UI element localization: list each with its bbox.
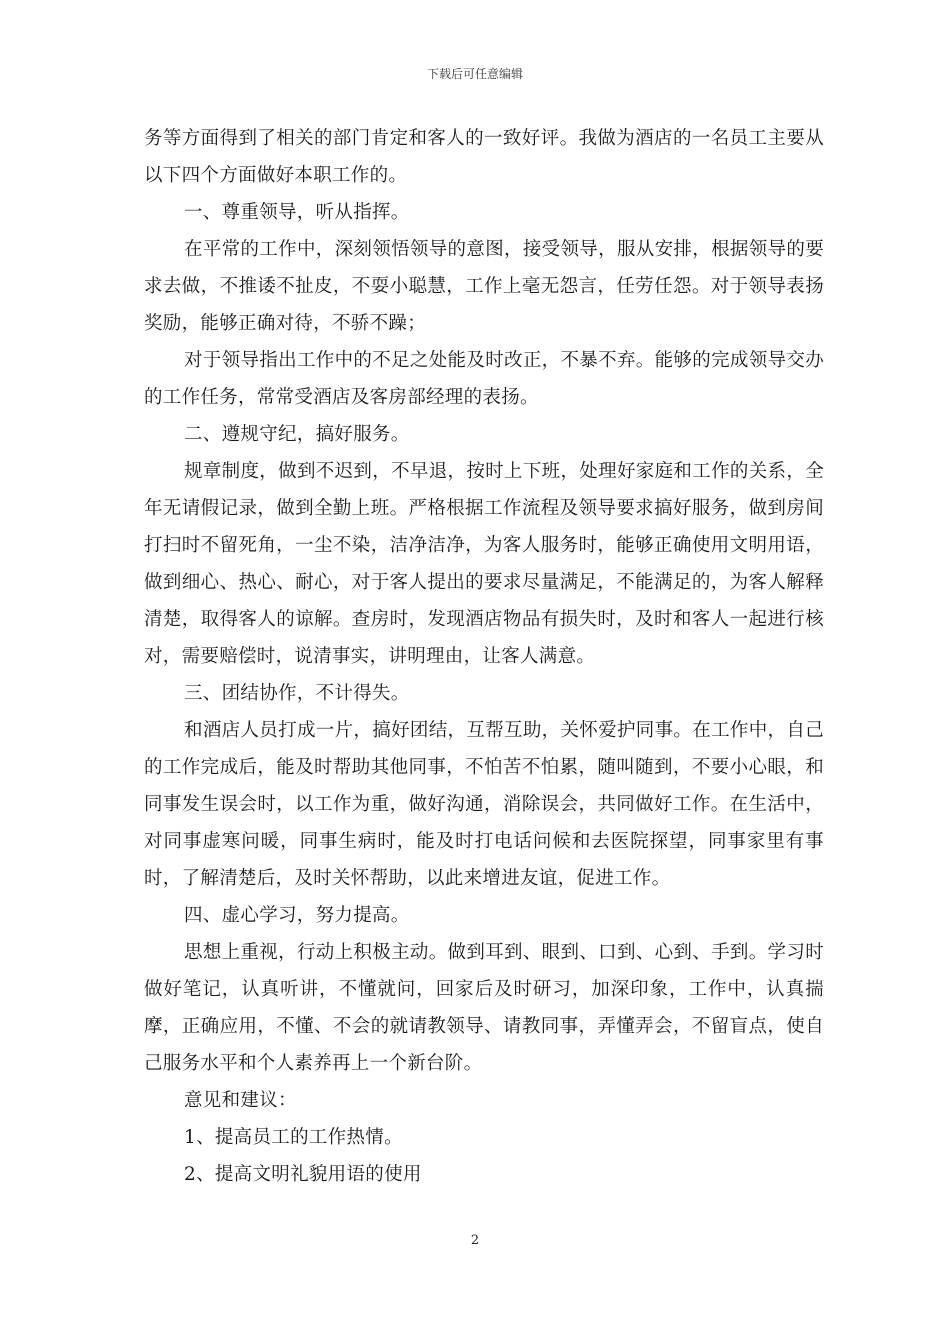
paragraph: 务等方面得到了相关的部门肯定和客人的一致好评。我做为酒店的一名员工主要从以下四个方面做好本职工作的。: [144, 128, 824, 186]
document-body: [144, 120, 824, 1193]
paragraph: 对于领导指出工作中的不足之处能及时改正，不暴不弃。能够的完成领导交办的工作任务，常常受酒店及客房部经理的表扬。: [144, 350, 824, 408]
header-note: 下载后可任意编辑: [426, 67, 523, 81]
paragraph: 在平常的工作中，深刻领悟领导的意图，接受领导，服从安排，根据领导的要求去做，不推诿不扯皮，不耍小聪慧，工作上毫无怨言，任劳任怨。对于领导表扬奖励，能够正确对待，不骄不躁；: [144, 239, 824, 334]
list-item: 1、提高员工的工作热情。: [184, 1127, 403, 1148]
paragraph: 思想上重视，行动上积极主动。做到耳到、眼到、口到、心到、手到。学习时做好笔记，认真听讲，不懂就问，回家后及时研习，加深印象，工作中，认真揣摩，正确应用，不懂、不会的就请教领导、请教同事，弄懂弄会，不留盲点，使自己服务水平和个人素养再上一个新台阶。: [144, 942, 824, 1074]
section-heading: 二、遵规守纪，搞好服务。: [184, 424, 410, 445]
paragraph: 和酒店人员打成一片，搞好团结，互帮互助，关怀爱护同事。在工作中，自己的工作完成后，能及时帮助其他同事，不怕苦不怕累，随叫随到，不要小心眼，和同事发生误会时，以工作为重，做好沟通，消除误会，共同做好工作。在生活中，对同事虚寒问暖，同事生病时，能及时打电话问候和去医院探望，同事家里有事时，了解清楚后，及时关怀帮助，以此来增进友谊，促进工作。: [144, 720, 824, 889]
page-number: 2: [470, 1233, 480, 1248]
section-heading: 一、尊重领导，听从指挥。: [184, 202, 410, 223]
section-heading: 三、团结协作，不计得失。: [184, 683, 410, 704]
list-item: 2、提高文明礼貌用语的使用: [184, 1164, 422, 1185]
paragraph: 规章制度，做到不迟到，不早退，按时上下班，处理好家庭和工作的关系，全年无请假记录，做到全勤上班。严格根据工作流程及领导要求搞好服务，做到房间打扫时不留死角，一尘不染，洁净洁净，为客人服务时，能够正确使用文明用语，做到细心、热心、耐心，对于客人提出的要求尽量满足，不能满足的，为客人解释清楚，取得客人的谅解。查房时，发现酒店物品有损失时，及时和客人一起进行核对，需要赔偿时，说清事实，讲明理由，让客人满意。: [144, 461, 824, 667]
section-heading: 意见和建议：: [184, 1090, 297, 1111]
section-heading: 四、虚心学习，努力提高。: [184, 905, 410, 926]
